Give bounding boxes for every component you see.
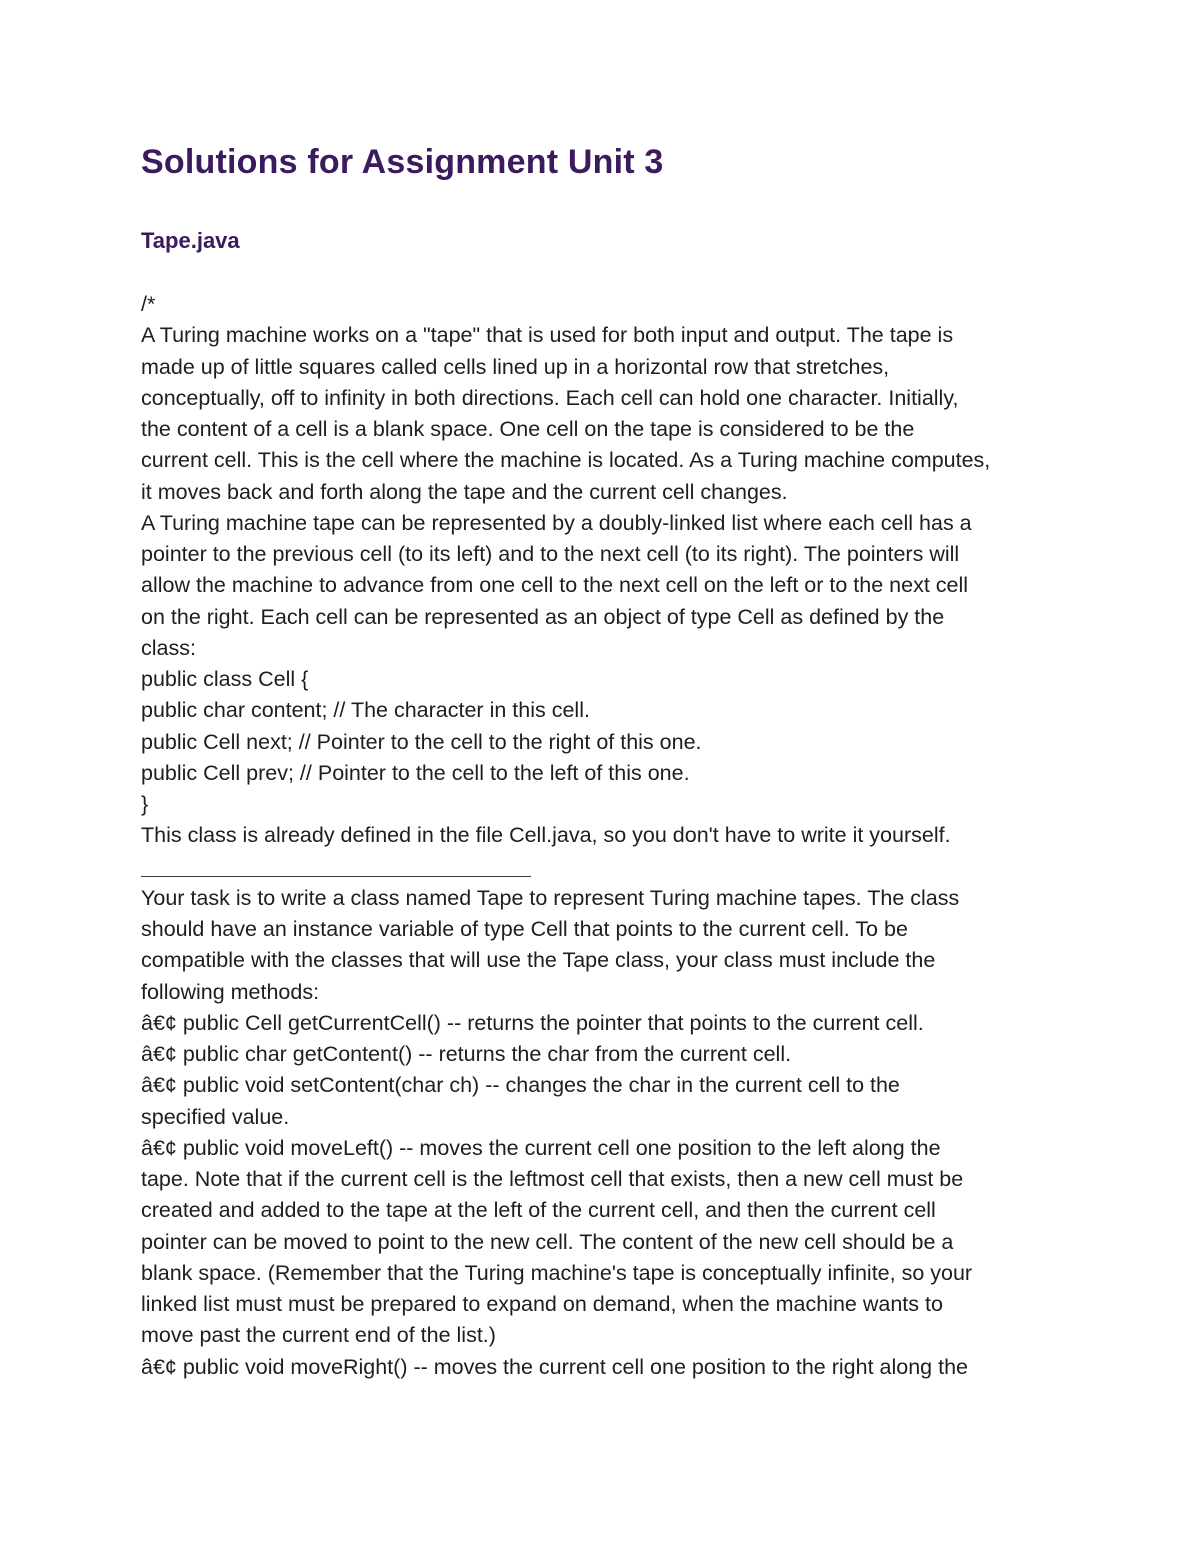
text-line: on the right. Each cell can be represented as an object of type Cell as defined by the bbox=[141, 604, 945, 629]
text-line: â€¢ public void moveRight() -- moves the current cell one position to the right along the bbox=[141, 1354, 968, 1379]
text-line: pointer to the previous cell (to its left) and to the next cell (to its right). The pointers will bbox=[141, 542, 960, 566]
text-line: should have an instance variable of type Cell that points to the current cell. To be bbox=[141, 917, 908, 941]
document-title: Solutions for Assignment Unit 3 bbox=[141, 143, 664, 181]
text-line: This class is already defined in the file Cell.java, so you don't have to write it yourself. bbox=[141, 823, 951, 848]
task-text-block bbox=[141, 883, 1071, 1383]
text-line: move past the current end of the list.) bbox=[141, 1323, 496, 1348]
horizontal-rule bbox=[141, 876, 531, 877]
text-line: specified value. bbox=[141, 1104, 290, 1129]
text-line: current cell. This is the cell where the machine is located. As a Turing machine computes, bbox=[141, 448, 991, 473]
text-line: tape. Note that if the current cell is the leftmost cell that exists, then a new cell must be bbox=[141, 1167, 964, 1191]
text-line: public class Cell { bbox=[141, 667, 309, 691]
text-line: public Cell prev; // Pointer to the cell to the left of this one. bbox=[141, 760, 690, 785]
text-line: linked list must must be prepared to expand on demand, when the machine wants to bbox=[141, 1292, 943, 1316]
intro-text-block bbox=[141, 289, 1071, 852]
text-line: â€¢ public void moveLeft() -- moves the current cell one position to the left along the bbox=[141, 1135, 941, 1160]
text-line: following methods: bbox=[141, 979, 320, 1004]
body-text bbox=[141, 289, 1071, 1383]
text-line: class: bbox=[141, 635, 196, 660]
text-line: â€¢ public char getContent() -- returns the char from the current cell. bbox=[141, 1042, 792, 1066]
text-line: â€¢ public void setContent(char ch) -- changes the char in the current cell to the bbox=[141, 1073, 900, 1098]
text-line: made up of little squares called cells lined up in a horizontal row that stretches, bbox=[141, 354, 890, 379]
text-line: conceptually, off to infinity in both directions. Each cell can hold one character. Initially, bbox=[141, 385, 959, 410]
text-line: compatible with the classes that will use the Tape class, your class must include the bbox=[141, 948, 936, 973]
section-heading: Tape.java bbox=[141, 228, 240, 253]
text-line: created and added to the tape at the left of the current cell, and then the current cell bbox=[141, 1198, 936, 1223]
text-line: A Turing machine works on a "tape" that is used for both input and output. The tape is bbox=[141, 323, 954, 348]
text-line: pointer can be moved to point to the new cell. The content of the new cell should be a bbox=[141, 1229, 954, 1254]
text-line: it moves back and forth along the tape and the current cell changes. bbox=[141, 479, 788, 504]
text-line: public Cell next; // Pointer to the cell to the right of this one. bbox=[141, 729, 702, 754]
horizontal-rule-line bbox=[141, 852, 1071, 883]
text-line: /* bbox=[141, 292, 156, 316]
text-line: blank space. (Remember that the Turing machine's tape is conceptually infinite, so your bbox=[141, 1260, 973, 1285]
text-line: â€¢ public Cell getCurrentCell() -- returns the pointer that points to the current cell. bbox=[141, 1010, 924, 1035]
text-line: } bbox=[141, 792, 149, 816]
text-line: public char content; // The character in this cell. bbox=[141, 698, 590, 723]
text-line: allow the machine to advance from one cell to the next cell on the left or to the next cell bbox=[141, 573, 969, 598]
text-line: the content of a cell is a blank space. One cell on the tape is considered to be the bbox=[141, 417, 915, 441]
text-line: Your task is to write a class named Tape to represent Turing machine tapes. The class bbox=[141, 885, 960, 910]
text-line: A Turing machine tape can be represented by a doubly-linked list where each cell has a bbox=[141, 510, 972, 535]
